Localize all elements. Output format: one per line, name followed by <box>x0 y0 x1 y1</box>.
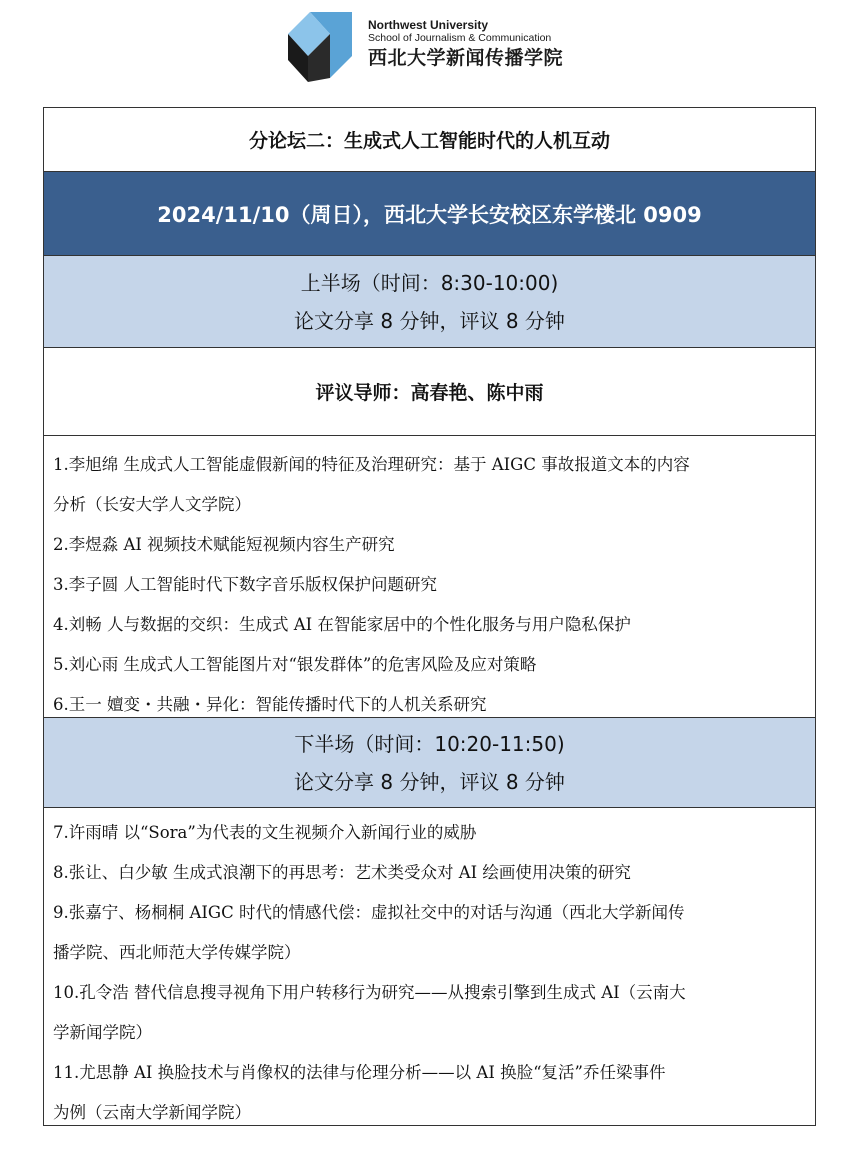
session2-paper-list <box>44 813 815 1133</box>
list-item: 4.刘畅 人与数据的交织：生成式 AI 在智能家居中的个性化服务与用户隐私保护 <box>53 615 631 634</box>
list-item: 8.张让、白少敏 生成式浪潮下的再思考：艺术类受众对 AI 绘画使用决策的研究 <box>53 863 631 882</box>
session1-paper-list <box>44 445 815 725</box>
list-item: 2.李煜淼 AI 视频技术赋能短视频内容生产研究 <box>53 535 395 554</box>
session1-header <box>44 256 815 348</box>
logo-english-name: Northwest University <box>368 18 489 32</box>
forum-schedule-table <box>43 107 816 1126</box>
list-item: 3.李子圆 人工智能时代下数字音乐版权保护问题研究 <box>53 575 437 594</box>
list-item: 学新闻学院） <box>53 1023 152 1042</box>
reviewers: 评议导师：高春艳、陈中雨 <box>44 348 815 436</box>
session1-time: 上半场（时间：8:30-10:00) <box>300 270 559 295</box>
list-item: 10.孔令浩 替代信息搜寻视角下用户转移行为研究——从搜索引擎到生成式 AI（云南大 <box>53 983 686 1002</box>
list-item: 11.尤思静 AI 换脸技术与肖像权的法律与伦理分析——以 AI 换脸“复活”乔任梁事件 <box>53 1063 666 1082</box>
session1-format: 论文分享 8 分钟，评议 8 分钟 <box>294 308 565 333</box>
list-item: 6.王一 嬗变・共融・异化：智能传播时代下的人机关系研究 <box>53 695 487 714</box>
list-item: 为例（云南大学新闻学院） <box>53 1103 251 1122</box>
list-item: 播学院、西北师范大学传媒学院） <box>53 943 301 962</box>
session2-time: 下半场（时间：10:20-11:50) <box>294 731 565 756</box>
list-item: 7.许雨晴 以“Sora”为代表的文生视频介入新闻行业的威胁 <box>53 823 477 842</box>
session2-header <box>44 717 815 808</box>
date-location: 2024/11/10（周日），西北大学长安校区东学楼北 0909 <box>44 172 815 256</box>
list-item: 5.刘心雨 生成式人工智能图片对“银发群体”的危害风险及应对策略 <box>53 655 537 674</box>
university-emblem-icon <box>288 8 352 82</box>
forum-title: 分论坛二：生成式人工智能时代的人机互动 <box>44 108 815 172</box>
list-item: 1.李旭绵 生成式人工智能虚假新闻的特征及治理研究：基于 AIGC 事故报道文本的内容 <box>53 455 690 474</box>
university-logo <box>288 8 588 84</box>
list-item: 分析（长安大学人文学院） <box>53 495 251 514</box>
logo-english-school: School of Journalism & Communication <box>368 32 552 44</box>
session2-format: 论文分享 8 分钟，评议 8 分钟 <box>294 769 565 794</box>
list-item: 9.张嘉宁、杨桐桐 AIGC 时代的情感代偿：虚拟社交中的对话与沟通（西北大学新闻传 <box>53 903 685 922</box>
logo-chinese-name: 西北大学新闻传播学院 <box>368 47 564 69</box>
